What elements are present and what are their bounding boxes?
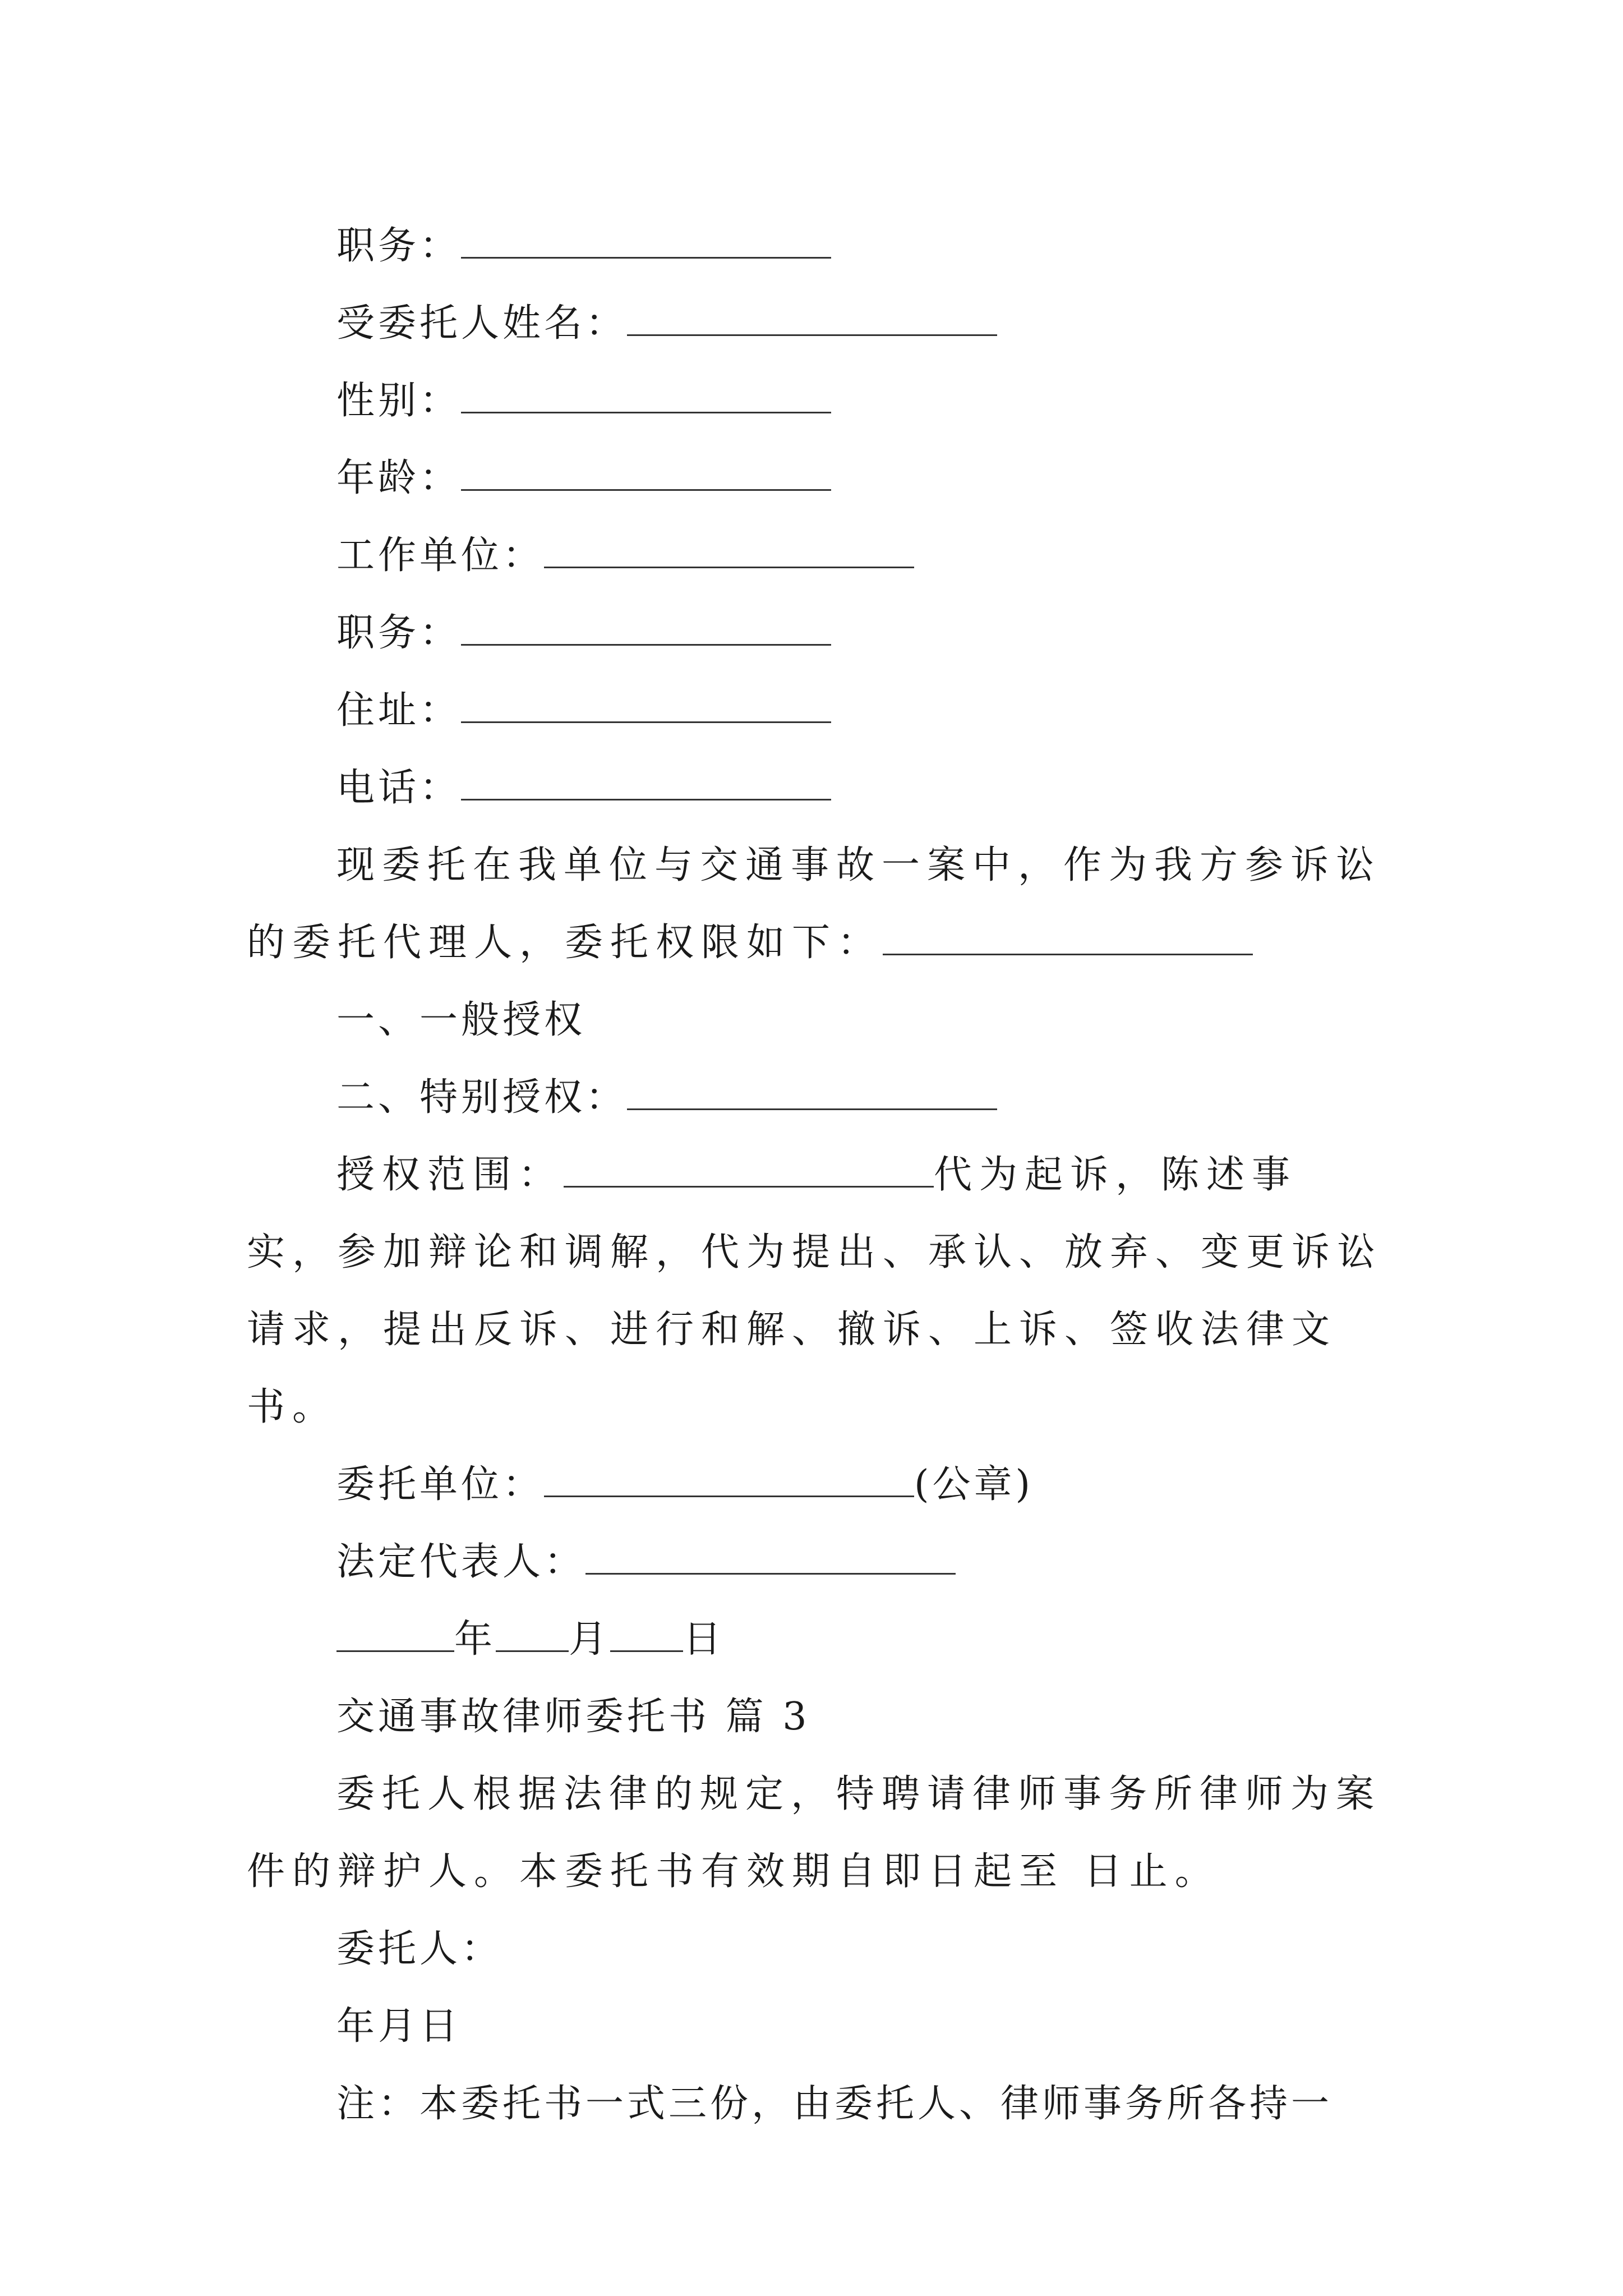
official-seal-text: (公章) xyxy=(914,1462,1034,1507)
blank-line xyxy=(585,1571,956,1575)
label-special-authorization: 二、特别授权： xyxy=(336,1075,628,1120)
note-text: 注：本委托书一式三份，由委托人、律师事务所各持一 xyxy=(336,2082,1333,2126)
blank-line xyxy=(461,487,831,491)
label-position: 职务： xyxy=(336,611,462,655)
line-position-2 xyxy=(247,595,1385,672)
blank-line xyxy=(461,719,831,723)
blank-line xyxy=(544,1493,914,1497)
line-note xyxy=(247,2065,1385,2143)
blank-month xyxy=(496,1648,569,1652)
label-month: 月 xyxy=(569,1617,611,1662)
entrust-text: 现委托在我单位与交通事故一案中，作为我方参诉讼的委托代理人，委托权限如下： xyxy=(247,843,1382,965)
line-position-1 xyxy=(247,208,1385,285)
section-title-text: 交通事故律师委托书 篇 3 xyxy=(336,1695,810,1739)
scope-text: 代为起诉，陈述事实，参加辩论和调解，代为提出、承认、放弃、变更诉讼请求，提出反诉、进行和解、撤诉、上诉、签收法律文书。 xyxy=(247,1153,1383,1429)
line-work-unit xyxy=(247,517,1385,595)
label-day: 日 xyxy=(683,1617,725,1662)
blank-line xyxy=(461,642,831,646)
line-date xyxy=(247,1601,1385,1678)
line-principal xyxy=(247,1911,1385,1988)
blank-line xyxy=(627,332,997,336)
blank-line xyxy=(564,1184,934,1188)
line-gender xyxy=(247,362,1385,440)
blank-line xyxy=(461,797,831,800)
line-phone xyxy=(247,749,1385,827)
document-body xyxy=(247,208,1385,2143)
paragraph-defender xyxy=(247,1756,1385,1911)
year-month-day-text: 年月日 xyxy=(336,2004,462,2049)
label-year: 年 xyxy=(454,1617,496,1662)
general-authorization-text: 一、一般授权 xyxy=(336,998,586,1042)
label-gender: 性别： xyxy=(336,379,462,423)
label-phone: 电话： xyxy=(336,766,462,810)
label-work-unit: 工作单位： xyxy=(336,533,545,578)
label-scope: 授权范围： xyxy=(336,1153,564,1197)
label-principal: 委托人： xyxy=(336,1927,503,1971)
defender-text: 委托人根据法律的规定，特聘请律师事务所律师为案件的辩护人。本委托书有效期自即日起至 日止。 xyxy=(247,1772,1382,1894)
line-general-authorization xyxy=(247,982,1385,1059)
blank-day xyxy=(610,1648,683,1652)
blank-year xyxy=(336,1648,454,1652)
label-trustee-name: 受委托人姓名： xyxy=(336,301,628,346)
label-entrusting-unit: 委托单位： xyxy=(336,1462,545,1507)
blank-line xyxy=(461,255,831,259)
line-trustee-name xyxy=(247,285,1385,362)
line-year-month-day xyxy=(247,1988,1385,2065)
line-special-authorization xyxy=(247,1059,1385,1137)
paragraph-scope xyxy=(247,1137,1385,1446)
blank-line xyxy=(883,951,1253,955)
line-legal-representative xyxy=(247,1524,1385,1601)
section-title xyxy=(247,1678,1385,1756)
blank-line xyxy=(544,564,914,568)
paragraph-entrust xyxy=(247,827,1385,982)
blank-line xyxy=(461,409,831,413)
line-age xyxy=(247,440,1385,517)
label-position: 职务： xyxy=(336,224,462,268)
label-legal-representative: 法定代表人： xyxy=(336,1540,586,1584)
line-address xyxy=(247,672,1385,749)
blank-line xyxy=(627,1106,997,1110)
label-address: 住址： xyxy=(336,688,462,733)
line-entrusting-unit xyxy=(247,1446,1385,1524)
label-age: 年龄： xyxy=(336,456,462,500)
